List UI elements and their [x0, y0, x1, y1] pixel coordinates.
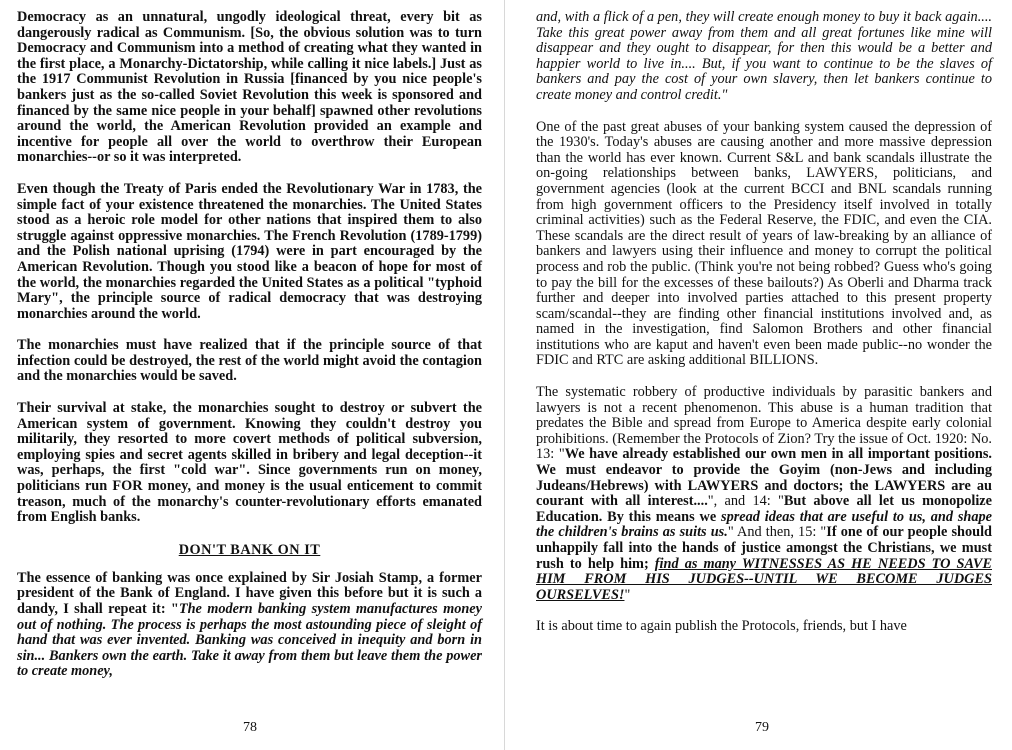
- paragraph: Even though the Treaty of Paris ended the Revolutionary War in 1783, the simple fact of your existence threatened the monarchies. The United States stood as a heroic role model for other nations that inspired them to also struggle against oppressive monarchies. The French Revolution (1789-1799) and the Polish national uprising (1794) were in part encouraged by the American Revolution. Though you stood like a beacon of hope for most of the world, the monarchies regarded the United States as a political "typhoid Mary", the principle source of radical democracy that was destroying monarchies around the world.: [17, 180, 482, 322]
- protocol-quote: If one of our people should unhappily fall into the hands of justice amongst the Christians, we must rush to help him;: [536, 524, 992, 572]
- protocol-quote: But above all let us monopolize Education. By this means we: [536, 493, 992, 525]
- quote-text: The modern banking system manufactures money out of nothing. The process is perhaps the most astounding piece of sleight of hand that was ever invented. Banking was conceived in inequity and born in sin... Bankers own the earth. Take it away from them but leave them the power to create money,: [17, 601, 482, 680]
- paragraph: The monarchies must have realized that if the principle source of that infection could be destroyed, the rest of the world might avoid the contagion and the monarchies would be saved.: [17, 337, 482, 385]
- paragraph: Democracy as an unnatural, ungodly ideological threat, every bit as dangerously radical as Communism. [So, the obvious solution was to turn Democracy and Communism into a method of creating what they wanted in the first place, a Monarchy-Dictatorship, while calling it nice labels.] Just as the 1917 Communist Revolution in Russia [financed by you nice people's bankers just as the so-called Soviet Revolution this week is sponsored and financed by the same nice people in your behalf] spawned other revolutions around the world, the American Revolution provided an example and incentive for people all over the world to overthrow their European monarchies--or so it was interpreted.: [17, 9, 482, 166]
- protocol-quote-emphasis: find as many WITNESSES AS HE NEEDS TO SAVE HIM FROM HIS JUDGES--UNTIL WE BECOME JUDGES OURSELVES!: [536, 555, 992, 603]
- connector-text: ": [624, 586, 631, 603]
- paragraph: [17, 571, 482, 680]
- section-heading: DON'T BANK ON IT: [178, 541, 321, 558]
- paragraph: One of the past great abuses of your banking system caused the depression of the 1930's. Today's abuses are causing another and more massive depression than the world has ever known. Current S&L and bank scandals illustrate the on-going relationships between banks, LAWYERS, politicians, and government agencies (look at the current BCCI and BNL scandals running from high government officers to the Presidency itself involved in totally criminal activities) such as the Federal Reserve, the FDIC, and even the CIA. These scandals are the direct result of years of law-breaking by an alliance of bankers and lawyers using their influence and money to corrupt the political process and rob the public. (Think you're not being robbed? Guess who's going to pay the bill for the excesses of these bailouts?) As Oberli and Dharma track further and deeper into involved parties attached to this present property scam/scandal--they are finding other financial institutions involved and, as named in the investigation, find Salomon Brothers and other financial institutions who are kaput and haven't even been made public--no wonder the FDIC and RTC are asking additional BILLIONS.: [536, 118, 992, 369]
- protocol-quote-emphasis: spread ideas that are useful to us, and shape the children's brains as suits us.: [536, 508, 993, 541]
- page-gutter: [504, 0, 505, 750]
- paragraph-lead: The systematic robbery of productive individuals by parasitic bankers and lawyers is not a recent phenomenon. This abuse is a human tradition that predates the Bible and spread from Europe to America despite early colonial prohibitions. (Remember the Protocols of Zion? Try the issue of Oct. 1920: No. 13: ": [536, 384, 992, 463]
- page-number: 79: [755, 720, 769, 735]
- paragraph: Their survival at stake, the monarchies sought to destroy or subvert the American system of government. Knowing they couldn't destroy you militarily, they resorted to more covert methods of political subversion, employing spies and secret agents skilled in bribery and legal deception--it was, perhaps, the first "cold war". Since governments run on money, politicians run FOR money, and money is the usual enticement to commit treason, much of the monarchy's counter-revolutionary efforts emanated from English banks.: [17, 400, 482, 526]
- page-number: 78: [243, 720, 257, 735]
- right-page: [512, 0, 1012, 750]
- paragraph-lead: The essence of banking was once explained by Sir Josiah Stamp, a former president of the Bank of England. I have given this before but it is such a dandy, I shall repeat it: ": [17, 569, 482, 617]
- quote-paragraph: and, with a flick of a pen, they will create enough money to buy it back again.... Take this great power away from them and all great fortunes like mine will disappear and they ought to disappear, for then this would be a better and happier world to live in.... But, if you want to continue to be the slaves of bankers and pay the cost of your own slavery, then let bankers continue to create money and control credit.": [536, 9, 992, 103]
- left-page: [0, 0, 500, 750]
- connector-text: ", and 14: ": [707, 493, 784, 510]
- paragraph: [536, 385, 992, 603]
- connector-text: " And then, 15: ": [727, 524, 827, 541]
- paragraph: It is about time to again publish the Protocols, friends, but I have: [536, 618, 907, 635]
- protocol-quote: We have already established our own men in all important positions. We must endeavor to provide the Goyim (non-Jews and including Judeans/Hebrews) with LAWYERS and doctors; the LAWYERS are au courant with all interest....: [536, 446, 992, 510]
